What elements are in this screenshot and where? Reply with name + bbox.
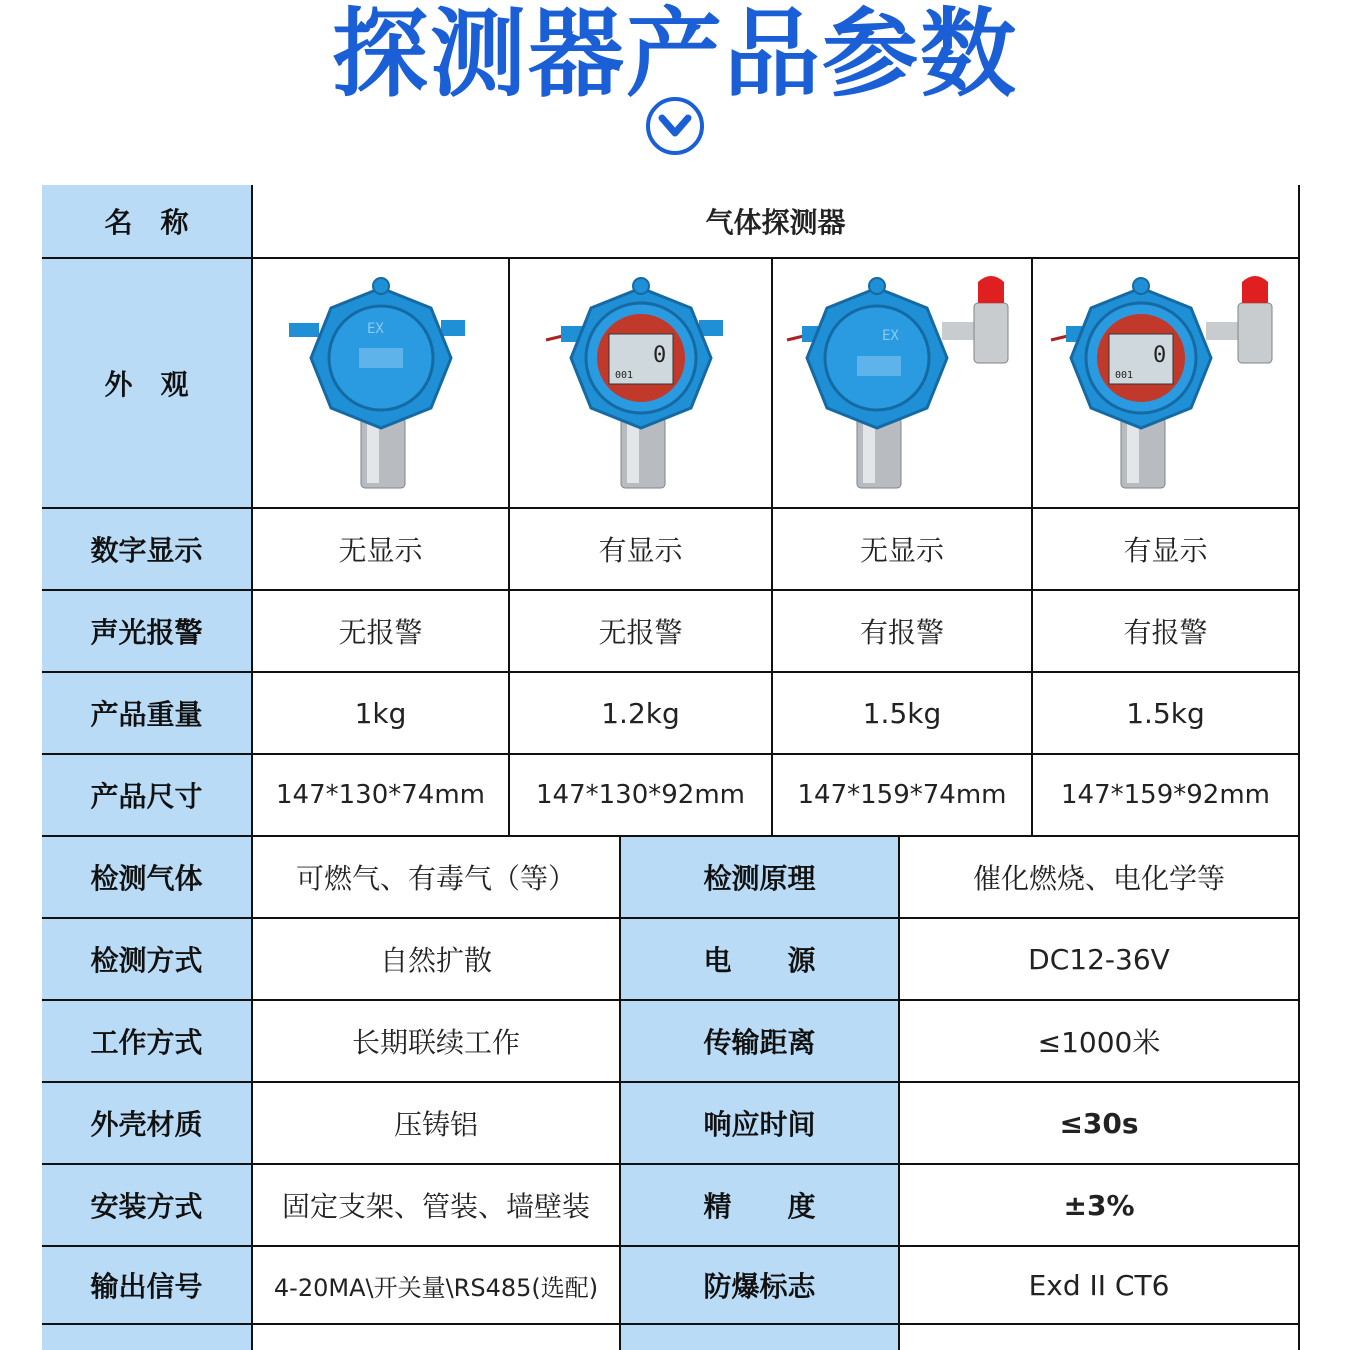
svg-text:0: 0 bbox=[652, 343, 666, 368]
weight-value-3: 1.5kg bbox=[773, 673, 1033, 755]
spec-value-power: DC12-36V bbox=[900, 919, 1300, 1001]
product-image-1 bbox=[253, 259, 510, 509]
appearance-label: 外 观 bbox=[42, 259, 253, 509]
spec-label-material: 外壳材质 bbox=[42, 1083, 253, 1165]
svg-text:0: 0 bbox=[1152, 343, 1166, 368]
chevron-down-circle-icon bbox=[645, 96, 705, 156]
gas-detector-image bbox=[541, 268, 741, 498]
spec-value-install: 固定支架、管装、墙壁装 bbox=[253, 1165, 621, 1247]
spec-label-install: 安装方式 bbox=[42, 1165, 253, 1247]
weight-value-1: 1kg bbox=[253, 673, 510, 755]
spec-value-explosion-mark: Exd II CT6 bbox=[900, 1247, 1300, 1325]
display-value-3: 无显示 bbox=[773, 509, 1033, 591]
size-value-3: 147*159*74mm bbox=[773, 755, 1033, 837]
spec-value-work-mode: 长期联续工作 bbox=[253, 1001, 621, 1083]
weight-value-4: 1.5kg bbox=[1033, 673, 1300, 755]
display-value-4: 有显示 bbox=[1033, 509, 1300, 591]
name-label: 名 称 bbox=[42, 185, 253, 259]
spec-label-explosion-mark: 防爆标志 bbox=[621, 1247, 900, 1325]
spec-value-output: 4-20MA\开关量\RS485(选配) bbox=[253, 1247, 621, 1325]
spec-label-work-mode: 工作方式 bbox=[42, 1001, 253, 1083]
alarm-value-2: 无报警 bbox=[510, 591, 773, 673]
spec-value-material: 压铸铝 bbox=[253, 1083, 621, 1165]
spec-label-cut bbox=[42, 1325, 253, 1350]
spec-label-power: 电 源 bbox=[621, 919, 900, 1001]
spec-label-response: 响应时间 bbox=[621, 1083, 900, 1165]
product-image-2 bbox=[510, 259, 773, 509]
display-label: 数字显示 bbox=[42, 509, 253, 591]
alarm-value-4: 有报警 bbox=[1033, 591, 1300, 673]
spec-value-method: 自然扩散 bbox=[253, 919, 621, 1001]
spec-value-distance: ≤1000米 bbox=[900, 1001, 1300, 1083]
product-image-3 bbox=[773, 259, 1033, 509]
svg-text:001: 001 bbox=[1114, 370, 1133, 381]
spec-label-gas: 检测气体 bbox=[42, 837, 253, 919]
spec-label-accuracy: 精 度 bbox=[621, 1165, 900, 1247]
alarm-value-1: 无报警 bbox=[253, 591, 510, 673]
size-value-4: 147*159*92mm bbox=[1033, 755, 1300, 837]
spec-value-principle: 催化燃烧、电化学等 bbox=[900, 837, 1300, 919]
size-value-1: 147*130*74mm bbox=[253, 755, 510, 837]
spec-value-cut bbox=[253, 1325, 621, 1350]
spec-label-method: 检测方式 bbox=[42, 919, 253, 1001]
spec-value-cut-2 bbox=[900, 1325, 1300, 1350]
name-value: 气体探测器 bbox=[253, 185, 1300, 259]
display-value-2: 有显示 bbox=[510, 509, 773, 591]
size-value-2: 147*130*92mm bbox=[510, 755, 773, 837]
size-label: 产品尺寸 bbox=[42, 755, 253, 837]
spec-label-distance: 传输距离 bbox=[621, 1001, 900, 1083]
product-image-4 bbox=[1033, 259, 1300, 509]
alarm-value-3: 有报警 bbox=[773, 591, 1033, 673]
spec-value-accuracy: ±3% bbox=[900, 1165, 1300, 1247]
svg-text:EX: EX bbox=[882, 328, 899, 344]
alarm-label: 声光报警 bbox=[42, 591, 253, 673]
spec-label-output: 输出信号 bbox=[42, 1247, 253, 1325]
svg-text:EX: EX bbox=[366, 321, 384, 337]
spec-value-gas: 可燃气、有毒气（等） bbox=[253, 837, 621, 919]
page-title: 探测器产品参数 bbox=[332, 0, 1018, 110]
gas-detector-image bbox=[281, 268, 481, 498]
gas-detector-image bbox=[782, 268, 1022, 498]
display-value-1: 无显示 bbox=[253, 509, 510, 591]
spec-label-principle: 检测原理 bbox=[621, 837, 900, 919]
spec-value-response: ≤30s bbox=[900, 1083, 1300, 1165]
svg-text:001: 001 bbox=[614, 370, 633, 381]
spec-label-cut-2 bbox=[621, 1325, 900, 1350]
weight-value-2: 1.2kg bbox=[510, 673, 773, 755]
weight-label: 产品重量 bbox=[42, 673, 253, 755]
gas-detector-image bbox=[1046, 268, 1286, 498]
